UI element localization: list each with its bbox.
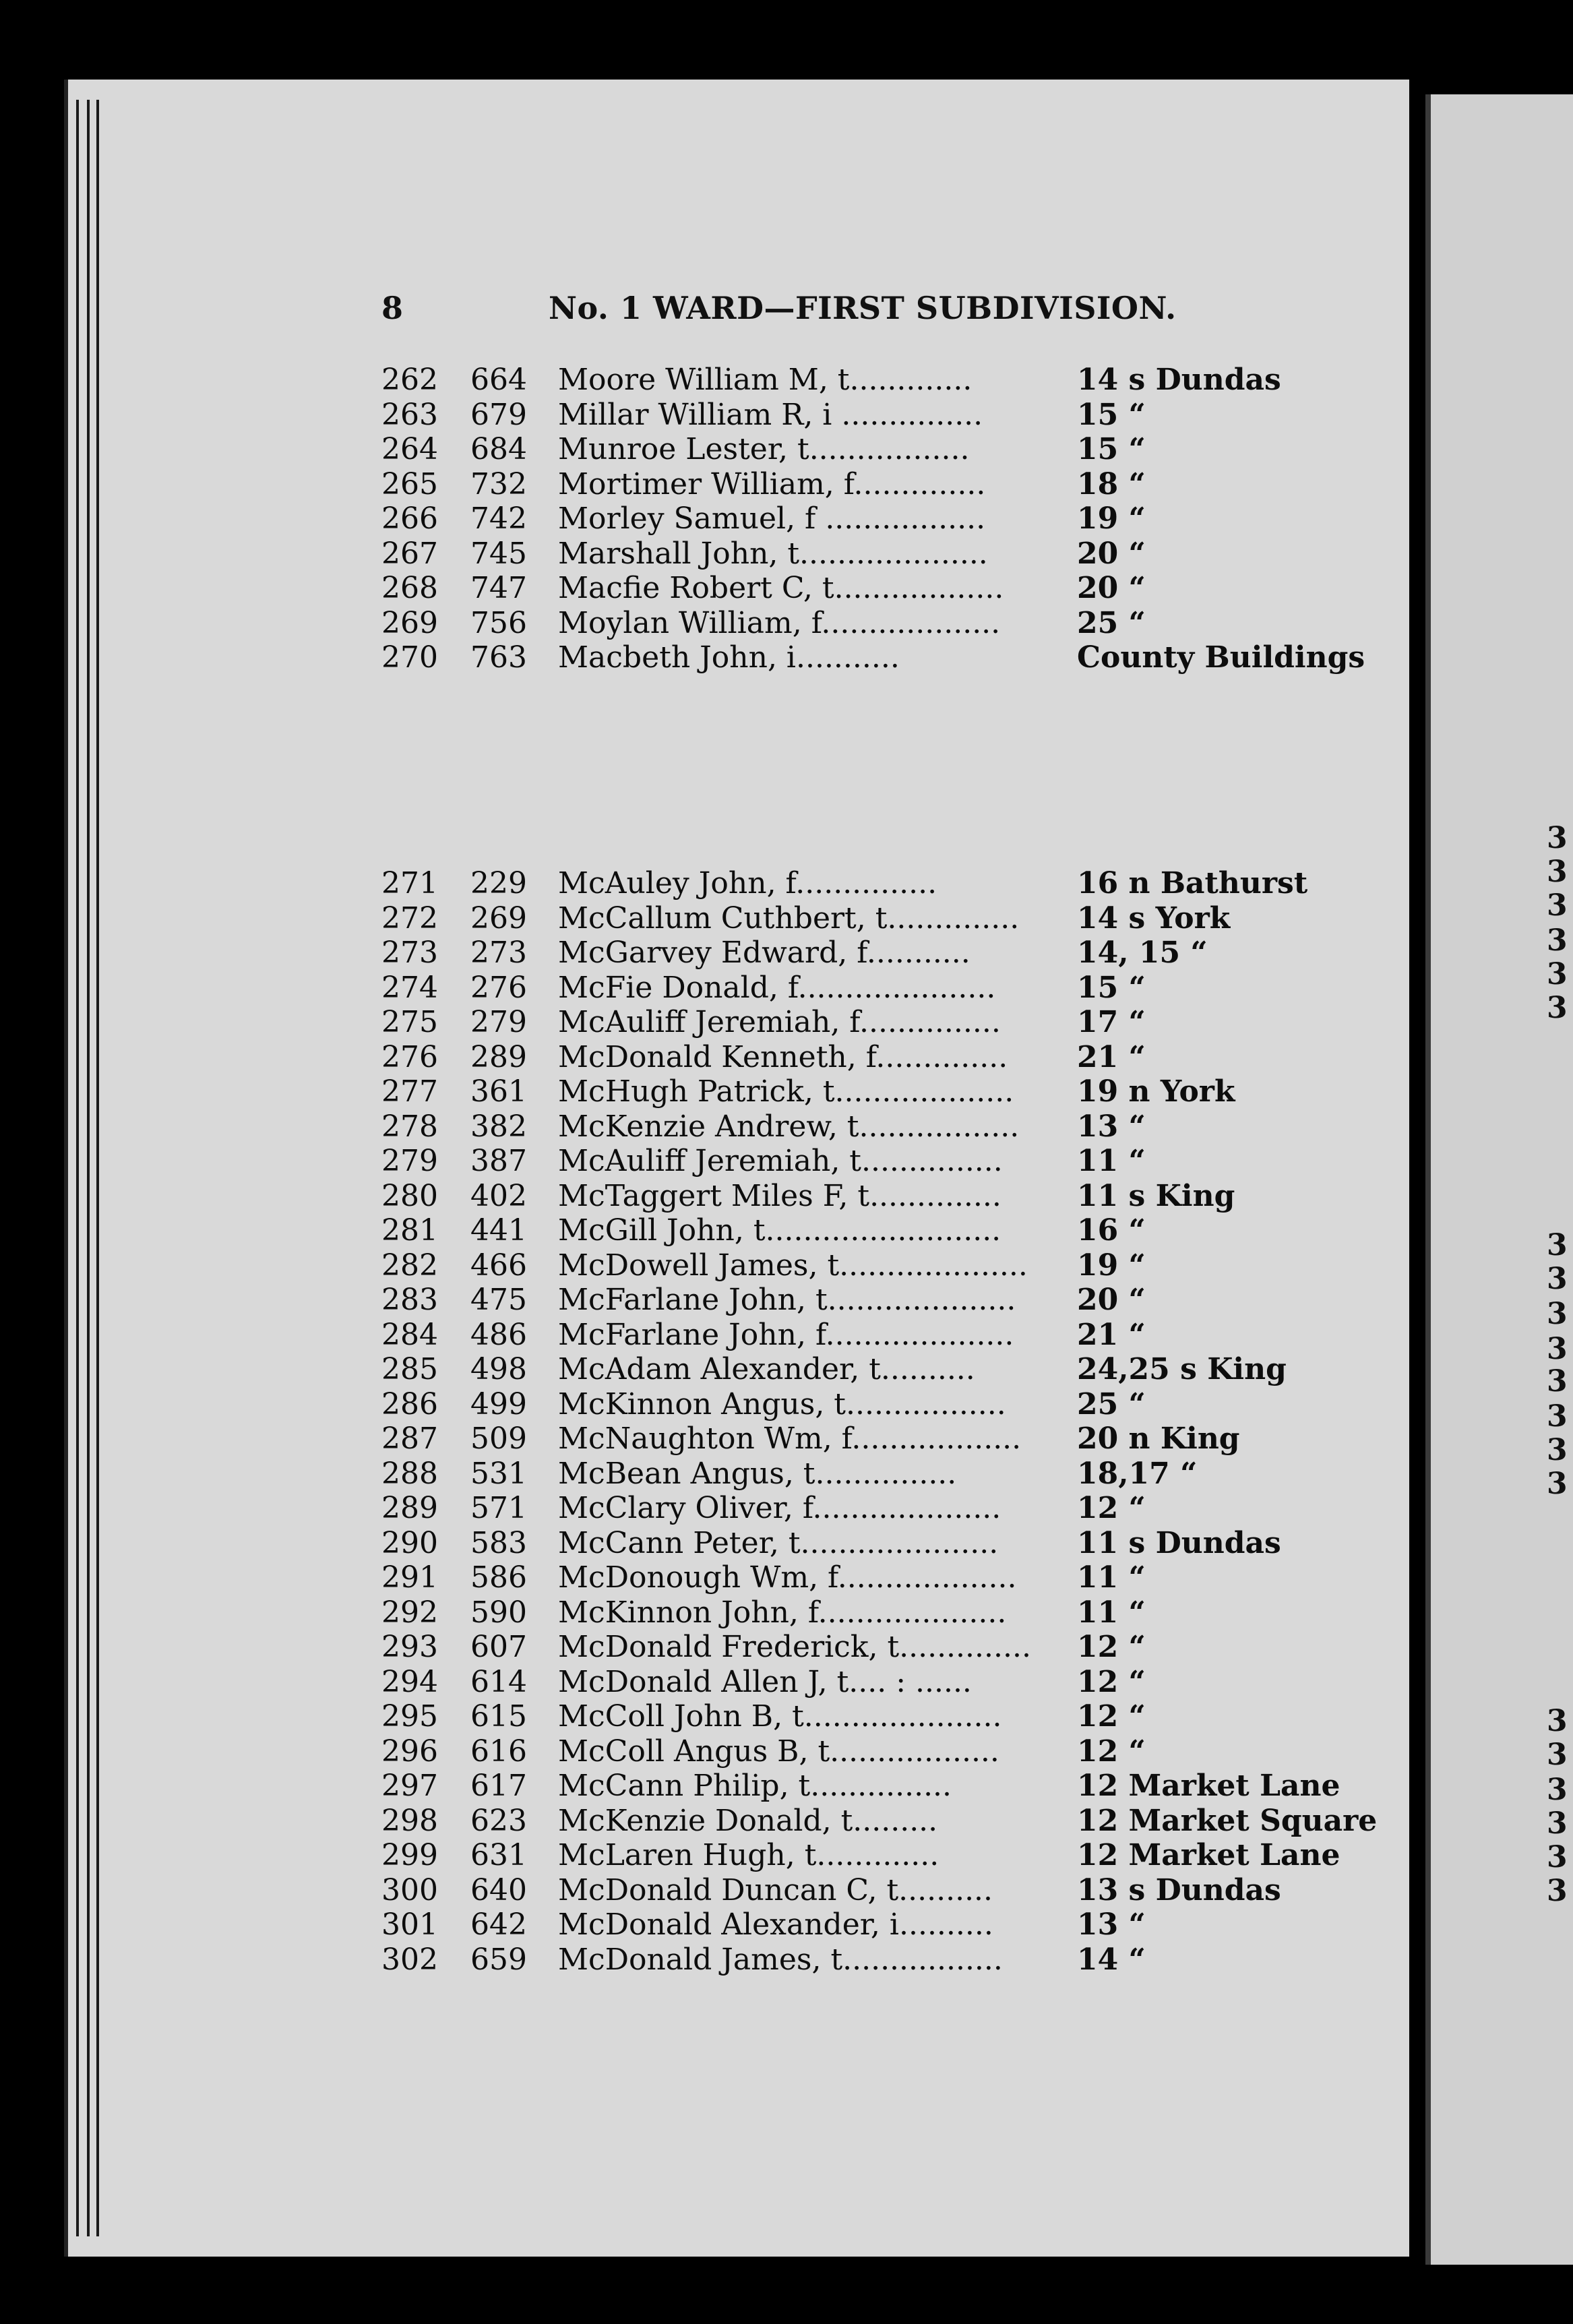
entry-name: Millar William R, i ...............: [558, 397, 983, 432]
spine-line: [87, 100, 90, 2236]
entry-number: 745: [470, 536, 527, 571]
list-item: [381, 1595, 1258, 1630]
list-item: [381, 571, 1258, 606]
entry-location: 11 s Dundas: [1077, 1525, 1281, 1560]
entry-sequence: 267: [381, 536, 438, 571]
entry-number: 402: [470, 1178, 527, 1213]
spine-line: [76, 100, 79, 2236]
list-item: [381, 1457, 1258, 1492]
entry-sequence: 299: [381, 1838, 438, 1872]
entry-sequence: 277: [381, 1074, 438, 1109]
list-item: [381, 1213, 1258, 1248]
entry-sequence: 282: [381, 1248, 438, 1283]
entry-sequence: 273: [381, 936, 438, 970]
entry-number: 475: [470, 1283, 527, 1317]
entry-location: 12 “: [1077, 1664, 1146, 1699]
entry-name: McKinnon John, f....................: [558, 1595, 1007, 1630]
entry-sequence: 270: [381, 640, 438, 675]
entry-name: Moore William M, t.............: [558, 363, 973, 397]
entry-name: McFarlane John, f....................: [558, 1317, 1014, 1352]
adjacent-page-char: 3: [1547, 1228, 1568, 1262]
entry-name: Munroe Lester, t.................: [558, 432, 970, 466]
entry-name: Morley Samuel, f .................: [558, 501, 986, 536]
entry-sequence: 291: [381, 1560, 438, 1595]
list-item: [381, 1560, 1258, 1595]
entry-number: 499: [470, 1386, 527, 1421]
entry-name: McHugh Patrick, t...................: [558, 1074, 1014, 1109]
entry-sequence: 269: [381, 605, 438, 640]
list-item: [381, 1665, 1258, 1700]
entry-name: McKenzie Donald, t.........: [558, 1803, 938, 1838]
entry-location: 12 “: [1077, 1630, 1146, 1664]
list-item: [381, 1109, 1258, 1144]
entry-sequence: 271: [381, 866, 438, 900]
list-item: [381, 398, 1258, 433]
entry-number: 441: [470, 1213, 527, 1248]
entry-name: McDonough Wm, f...................: [558, 1560, 1017, 1595]
entry-number: 664: [470, 363, 527, 397]
entry-sequence: 293: [381, 1630, 438, 1664]
entry-location: 19 n York: [1077, 1074, 1235, 1109]
page-title: No. 1 WARD—FIRST SUBDIVISION.: [549, 290, 1177, 326]
entry-sequence: 292: [381, 1595, 438, 1630]
list-item: [381, 901, 1258, 936]
entry-number: 679: [470, 397, 527, 432]
entry-number: 509: [470, 1421, 527, 1456]
list-item: [381, 1387, 1258, 1422]
entry-sequence: 284: [381, 1317, 438, 1352]
entry-number: 586: [470, 1560, 527, 1595]
adjacent-page-char: 3: [1547, 1738, 1568, 1772]
adjacent-page-char: 3: [1547, 1806, 1568, 1841]
entry-sequence: 283: [381, 1283, 438, 1317]
entry-number: 732: [470, 466, 527, 501]
entry-sequence: 290: [381, 1525, 438, 1560]
entry-location: 20 “: [1077, 571, 1146, 605]
entry-name: McLaren Hugh, t.............: [558, 1838, 939, 1872]
entry-sequence: 279: [381, 1144, 438, 1178]
entry-location: 17 “: [1077, 1005, 1146, 1039]
adjacent-page-char: 3: [1547, 1262, 1568, 1296]
list-item: [381, 1872, 1281, 1908]
entry-location: 25 “: [1077, 1386, 1146, 1421]
entry-number: 571: [470, 1491, 527, 1525]
entry-name: Macbeth John, i...........: [558, 640, 900, 675]
list-item: [381, 1421, 1258, 1457]
adjacent-page-char: 3: [1547, 1364, 1568, 1399]
entry-location: 18 “: [1077, 466, 1146, 501]
entry-name: McColl John B, t.....................: [558, 1699, 1002, 1734]
entry-name: McDonald Duncan C, t..........: [558, 1872, 993, 1907]
entry-sequence: 263: [381, 397, 438, 432]
entry-location: 21 “: [1077, 1039, 1146, 1074]
entry-location: 19 “: [1077, 1248, 1146, 1283]
adjacent-page-char: 3: [1547, 1874, 1568, 1908]
list-item: [381, 363, 1281, 398]
list-item: [381, 1491, 1258, 1526]
entry-location: 14, 15 “: [1077, 936, 1208, 970]
entry-name: McCann Philip, t...............: [558, 1769, 952, 1803]
adjacent-page-char: 3: [1547, 923, 1568, 958]
list-item: [381, 1179, 1258, 1214]
entry-number: 623: [470, 1803, 527, 1838]
entry-sequence: 272: [381, 900, 438, 936]
entry-location: 24,25 s King: [1077, 1352, 1287, 1386]
list-item: [381, 1734, 1258, 1769]
entry-name: McTaggert Miles F, t..............: [558, 1178, 1001, 1213]
list-item: [381, 1144, 1258, 1179]
entry-location: County Buildings: [1077, 640, 1365, 675]
entry-sequence: 287: [381, 1421, 438, 1456]
page-header: [381, 290, 1573, 330]
list-item: [381, 432, 1258, 467]
list-item: [381, 467, 1258, 502]
entry-location: 15 “: [1077, 397, 1146, 432]
adjacent-page-char: 3: [1547, 1773, 1568, 1807]
entry-sequence: 265: [381, 466, 438, 501]
entry-name: McKenzie Andrew, t.................: [558, 1109, 1020, 1144]
list-item: [381, 606, 1258, 641]
entry-sequence: 302: [381, 1942, 438, 1977]
entry-name: Marshall John, t....................: [558, 536, 988, 571]
list-item: [381, 1040, 1258, 1075]
list-item: [381, 1074, 1258, 1109]
entry-name: McClary Oliver, f....................: [558, 1491, 1001, 1525]
entry-number: 756: [470, 605, 527, 640]
entry-location: 11 “: [1077, 1595, 1146, 1630]
list-item: [381, 1352, 1287, 1387]
entry-location: 18,17 “: [1077, 1456, 1198, 1491]
list-item: [381, 971, 1258, 1006]
entry-number: 607: [470, 1630, 527, 1664]
entry-location: 13 s Dundas: [1077, 1872, 1281, 1907]
entry-number: 273: [470, 936, 527, 970]
entry-number: 229: [470, 866, 527, 900]
entry-name: McAdam Alexander, t..........: [558, 1352, 975, 1386]
entry-number: 763: [470, 640, 527, 675]
entry-sequence: 276: [381, 1039, 438, 1074]
adjacent-page-char: 3: [1547, 821, 1568, 855]
entry-name: Macfie Robert C, t..................: [558, 571, 1004, 605]
entry-sequence: 286: [381, 1386, 438, 1421]
entry-name: McGill John, t.........................: [558, 1213, 1001, 1248]
adjacent-page-char: 3: [1547, 1704, 1568, 1738]
list-item: [381, 1318, 1258, 1353]
entry-name: McFarlane John, t....................: [558, 1283, 1016, 1317]
entry-sequence: 285: [381, 1352, 438, 1386]
entry-number: 659: [470, 1942, 527, 1977]
entry-location: 13 “: [1077, 1109, 1146, 1144]
entry-location: 12 “: [1077, 1699, 1146, 1734]
entry-name: Moylan William, f...................: [558, 605, 1001, 640]
entry-location: 12 Market Lane: [1077, 1838, 1340, 1872]
entry-sequence: 275: [381, 1005, 438, 1039]
entry-location: 14 s York: [1077, 900, 1231, 936]
entry-number: 387: [470, 1144, 527, 1178]
entry-location: 20 n King: [1077, 1421, 1240, 1456]
entry-location: 15 “: [1077, 432, 1146, 466]
entry-number: 466: [470, 1248, 527, 1283]
entry-location: 11 “: [1077, 1144, 1146, 1178]
entry-name: McCann Peter, t.....................: [558, 1525, 999, 1560]
entry-sequence: 264: [381, 432, 438, 466]
entry-location: 15 “: [1077, 970, 1146, 1005]
entry-location: 12 Market Lane: [1077, 1769, 1340, 1803]
entry-location: 25 “: [1077, 605, 1146, 640]
entry-name: McDonald Frederick, t..............: [558, 1630, 1031, 1664]
entry-number: 742: [470, 501, 527, 536]
entry-sequence: 296: [381, 1734, 438, 1769]
entry-name: McDowell James, t....................: [558, 1248, 1028, 1283]
entry-name: Mortimer William, f..............: [558, 466, 986, 501]
entry-sequence: 295: [381, 1699, 438, 1734]
entry-name: McGarvey Edward, f...........: [558, 936, 970, 970]
adjacent-page-char: 3: [1547, 1399, 1568, 1434]
entry-number: 269: [470, 900, 527, 936]
list-item: [381, 1907, 1258, 1943]
entry-name: McColl Angus B, t..................: [558, 1734, 999, 1769]
list-item: [381, 936, 1258, 971]
entry-sequence: 268: [381, 571, 438, 605]
entry-number: 642: [470, 1907, 527, 1942]
entry-number: 615: [470, 1699, 527, 1734]
entry-number: 279: [470, 1005, 527, 1039]
entry-location: 19 “: [1077, 501, 1146, 536]
entry-location: 16 “: [1077, 1213, 1146, 1248]
entry-number: 382: [470, 1109, 527, 1144]
entry-sequence: 274: [381, 970, 438, 1005]
entry-sequence: 288: [381, 1456, 438, 1491]
entry-location: 14 s Dundas: [1077, 363, 1281, 397]
entry-sequence: 301: [381, 1907, 438, 1942]
adjacent-page-edge: [1425, 94, 1431, 2265]
entry-name: McCallum Cuthbert, t..............: [558, 900, 1020, 936]
entry-number: 590: [470, 1595, 527, 1630]
entry-name: McDonald Alexander, i..........: [558, 1907, 993, 1942]
entry-location: 14 “: [1077, 1942, 1146, 1977]
adjacent-page-char: 3: [1547, 855, 1568, 889]
adjacent-page-strip: [1425, 94, 1573, 2265]
adjacent-page-char: 3: [1547, 1840, 1568, 1874]
entry-location: 16 n Bathurst: [1077, 866, 1308, 900]
entry-name: McAuley John, f...............: [558, 866, 937, 900]
entry-name: McAuliff Jeremiah, f...............: [558, 1005, 1001, 1039]
entry-location: 13 “: [1077, 1907, 1146, 1942]
list-item: [381, 1525, 1281, 1561]
entry-sequence: 262: [381, 363, 438, 397]
entry-location: 20 “: [1077, 1283, 1146, 1317]
adjacent-page-char: 3: [1547, 1332, 1568, 1366]
entry-location: 12 “: [1077, 1491, 1146, 1525]
list-item: [381, 1005, 1258, 1040]
entry-name: McNaughton Wm, f..................: [558, 1421, 1022, 1456]
list-item: [381, 1248, 1258, 1283]
entry-sequence: 294: [381, 1664, 438, 1699]
entry-location: 20 “: [1077, 536, 1146, 571]
entry-name: McDonald Allen J, t.... : ......: [558, 1664, 972, 1699]
adjacent-page-char: 3: [1547, 1297, 1568, 1331]
entry-sequence: 278: [381, 1109, 438, 1144]
entry-number: 640: [470, 1872, 527, 1907]
entry-number: 617: [470, 1769, 527, 1803]
adjacent-page-char: 3: [1547, 1467, 1568, 1501]
list-item: [381, 1943, 1258, 1978]
entry-number: 747: [470, 571, 527, 605]
entry-number: 486: [470, 1317, 527, 1352]
entry-sequence: 297: [381, 1769, 438, 1803]
adjacent-page-char: 3: [1547, 888, 1568, 923]
list-item: [381, 1769, 1340, 1804]
list-item: [381, 537, 1258, 572]
list-item: [381, 866, 1308, 901]
list-item: [381, 1803, 1378, 1839]
entry-name: McAuliff Jeremiah, t...............: [558, 1144, 1003, 1178]
entry-location: 11 s King: [1077, 1178, 1235, 1213]
entry-sequence: 281: [381, 1213, 438, 1248]
list-item: [381, 1630, 1258, 1665]
list-item: [381, 501, 1258, 537]
entry-number: 531: [470, 1456, 527, 1491]
entry-location: 12 Market Square: [1077, 1803, 1378, 1838]
entry-number: 631: [470, 1838, 527, 1872]
entry-location: 11 “: [1077, 1560, 1146, 1595]
entry-number: 583: [470, 1525, 527, 1560]
entry-number: 361: [470, 1074, 527, 1109]
spine-line: [96, 100, 99, 2236]
adjacent-page-char: 3: [1547, 957, 1568, 991]
entry-sequence: 300: [381, 1872, 438, 1907]
adjacent-page-char: 3: [1547, 991, 1568, 1025]
entry-number: 289: [470, 1039, 527, 1074]
entry-sequence: 298: [381, 1803, 438, 1838]
adjacent-page-char: 3: [1547, 1433, 1568, 1467]
entry-number: 498: [470, 1352, 527, 1386]
entry-number: 276: [470, 970, 527, 1005]
entry-name: McFie Donald, f.....................: [558, 970, 996, 1005]
list-item: [381, 1838, 1340, 1873]
entry-name: McKinnon Angus, t.................: [558, 1386, 1006, 1421]
list-item: [381, 1283, 1258, 1318]
entry-sequence: 266: [381, 501, 438, 536]
page-number: 8: [381, 290, 404, 326]
entry-name: McDonald James, t.................: [558, 1942, 1003, 1977]
entry-number: 616: [470, 1734, 527, 1769]
entry-name: McBean Angus, t...............: [558, 1456, 957, 1491]
list-item: [381, 1699, 1258, 1734]
entry-location: 21 “: [1077, 1317, 1146, 1352]
entry-sequence: 289: [381, 1491, 438, 1525]
entry-name: McDonald Kenneth, f..............: [558, 1039, 1008, 1074]
entry-location: 12 “: [1077, 1734, 1146, 1769]
entry-number: 614: [470, 1664, 527, 1699]
entry-number: 684: [470, 432, 527, 466]
list-item: [381, 640, 1365, 675]
entry-sequence: 280: [381, 1178, 438, 1213]
